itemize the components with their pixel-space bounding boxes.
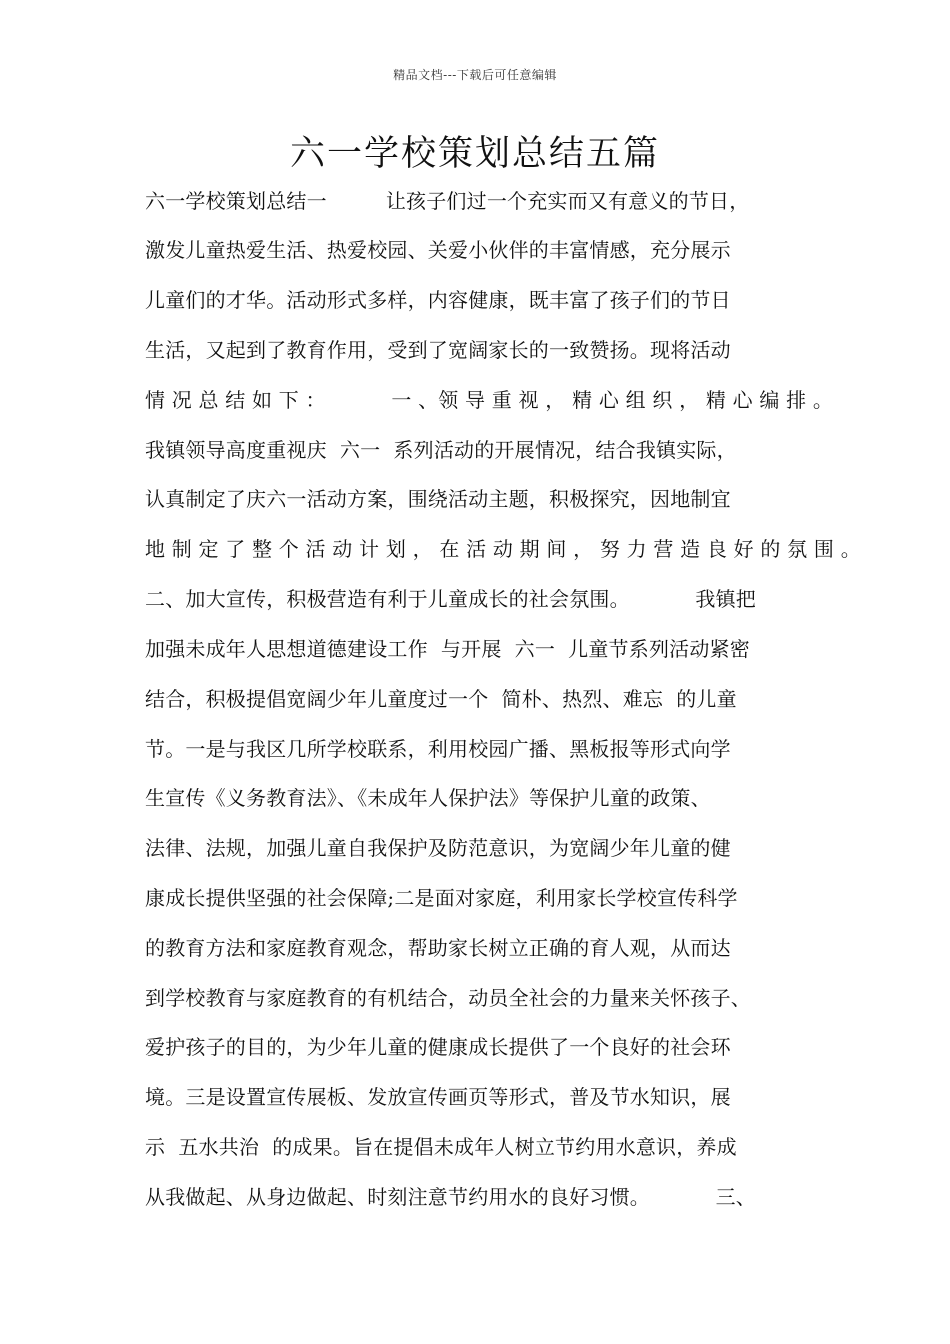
body-line: 康成长提供坚强的社会保障;二是面对家庭，利用家长学校宣传科学	[145, 886, 738, 910]
body-line: 爱护孩子的目的，为少年儿童的健康成长提供了一个良好的社会环	[145, 1035, 731, 1059]
body-line: 激发儿童热爱生活、热爱校园、关爱小伙伴的丰富情感，充分展示	[145, 238, 731, 262]
header-note: 精品文档---下载后可任意编辑	[393, 68, 557, 82]
body-line: 境。三是设置宣传展板、发放宣传画页等形式，普及节水知识，展	[145, 1085, 731, 1109]
body-line: 从我做起、从身边做起、时刻注意节约用水的良好习惯。 三、	[145, 1185, 756, 1209]
body-line: 六一学校策划总结一 让孩子们过一个充实而又有意义的节日，	[145, 189, 750, 213]
body-line: 结合，积极提倡宽阔少年儿童度过一个 简朴、热烈、难忘 的儿童	[145, 687, 737, 711]
body-line: 生宣传《义务教育法》、《未成年人保护法》等保护儿童的政策、	[145, 786, 711, 810]
body-line: 我镇领导高度重视庆 六一 系列活动的开展情况，结合我镇实际，	[145, 438, 737, 462]
body-line: 的教育方法和家庭教育观念，帮助家长树立正确的育人观，从而达	[145, 936, 731, 960]
body-line: 儿童们的才华。活动形式多样，内容健康，既丰富了孩子们的节日	[145, 288, 731, 312]
document-title: 六一学校策划总结五篇	[289, 134, 660, 174]
body-line: 法律、法规，加强儿童自我保护及防范意识，为宽阔少年儿童的健	[145, 836, 731, 860]
body-line: 节。一是与我区几所学校联系，利用校园广播、黑板报等形式向学	[145, 737, 731, 761]
body-line: 认真制定了庆六一活动方案，围绕活动主题，积极探究，因地制宜	[145, 487, 731, 511]
body-line: 二、加大宣传，积极营造有利于儿童成长的社会氛围。 我镇把	[145, 587, 756, 611]
body-line: 生活，又起到了教育作用，受到了宽阔家长的一致赞扬。现将活动	[145, 338, 731, 362]
body-line: 情 况 总 结 如 下 ： 一 、领 导 重 视 ， 精 心 组 织 ， 精 心 编 排 。	[145, 388, 834, 412]
body-line: 到学校教育与家庭教育的有机结合，动员全社会的力量来关怀孩子、	[145, 986, 751, 1010]
body-line: 示 五水共治 的成果。旨在提倡未成年人树立节约用水意识，养成	[145, 1135, 737, 1159]
body-line: 地 制 定 了 整 个 活 动 计 划 ， 在 活 动 期 间 ， 努 力 营 造 良 好 的 氛 围 。	[145, 537, 861, 561]
body-line: 加强未成年人思想道德建设工作 与开展 六一 儿童节系列活动紧密	[145, 637, 750, 661]
